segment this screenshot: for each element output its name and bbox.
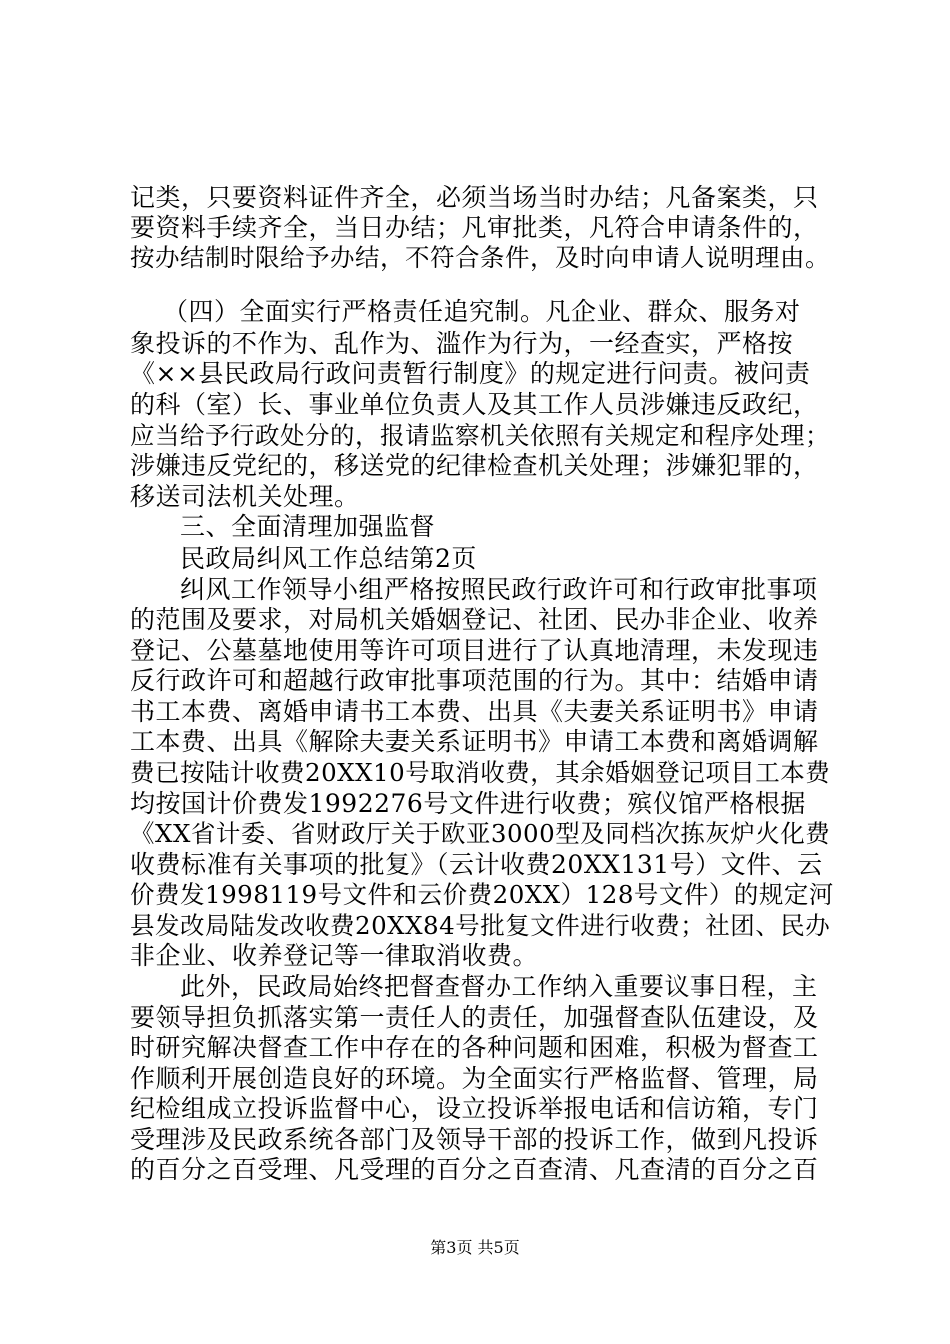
page-title-line: 民政局纠风工作总结第2页 — [180, 544, 477, 573]
text-line: 费已按陆计收费20XX10号取消收费，其余婚姻登记项目工本费 — [130, 758, 831, 787]
text-line: 作顺利开展创造良好的环境。为全面实行严格监督、管理，局 — [130, 1064, 819, 1093]
text-line: 登记、公墓墓地使用等许可项目进行了认真地清理，未发现违 — [130, 636, 819, 665]
text-line: 应当给予行政处分的，报请监察机关依照有关规定和程序处理； — [130, 421, 830, 450]
text-line: 反行政许可和超越行政审批事项范围的行为。其中：结婚申请 — [130, 666, 819, 695]
text-line: 涉嫌违反党纪的，移送党的纪律检查机关处理；涉嫌犯罪的， — [130, 451, 819, 480]
text-line: 非企业、收养登记等一律取消收费。 — [130, 941, 539, 970]
page-footer: 第3页 共5页 — [430, 1238, 520, 1257]
text-line: 《XX省计委、省财政厅关于欧亚3000型及同档次拣灰炉火化费 — [130, 819, 831, 848]
text-line: 纠风工作领导小组严格按照民政行政许可和行政审批事项 — [180, 575, 818, 604]
text-line: 价费发1998119号文件和云价费20XX）128号文件）的规定河 — [130, 880, 834, 909]
text-line: 移送司法机关处理。 — [130, 482, 360, 511]
text-line: 此外，民政局始终把督查督办工作纳入重要议事日程，主 — [180, 972, 818, 1001]
text-line: 时研究解决督查工作中存在的各种问题和困难，积极为督查工 — [130, 1033, 819, 1062]
section-heading: 三、全面清理加强监督 — [180, 512, 436, 541]
text-line: 的科（室）长、事业单位负责人及其工作人员涉嫌违反政纪， — [130, 390, 819, 419]
text-line: 象投诉的不作为、乱作为、滥作为行为，一经查实，严格按 — [130, 329, 794, 358]
text-line: 《××县民政局行政问责暂行制度》的规定进行问责。被问责 — [130, 359, 811, 388]
text-line: 纪检组成立投诉监督中心，设立投诉举报电话和信访箱，专门 — [130, 1094, 819, 1123]
text-line: 书工本费、离婚申请书工本费、出具《夫妻关系证明书》申请 — [130, 697, 819, 726]
text-line: 受理涉及民政系统各部门及领导干部的投诉工作，做到凡投诉 — [130, 1125, 819, 1154]
text-line: 的百分之百受理、凡受理的百分之百查清、凡查清的百分之百 — [130, 1155, 819, 1184]
text-line: 记类，只要资料证件齐全，必须当场当时办结；凡备案类，只 — [130, 183, 819, 212]
text-line: （四）全面实行严格责任追究制。凡企业、群众、服务对 — [150, 297, 801, 326]
text-line: 县发改局陆发改收费20XX84号批复文件进行收费；社团、民办 — [130, 911, 831, 940]
text-line: 收费标准有关事项的批复》（云计收费20XX131号）文件、云 — [130, 850, 823, 879]
text-line: 要资料手续齐全，当日办结；凡审批类，凡符合申请条件的， — [130, 213, 819, 242]
text-line: 均按国计价费发1992276号文件进行收费；殡仪馆严格根据 — [130, 789, 806, 818]
text-line: 的范围及要求，对局机关婚姻登记、社团、民办非企业、收养 — [130, 605, 819, 634]
text-line: 按办结制时限给予办结，不符合条件，及时向申请人说明理由。 — [130, 243, 830, 272]
text-line: 工本费、出具《解除夫妻关系证明书》申请工本费和离婚调解 — [130, 727, 819, 756]
text-line: 要领导担负抓落实第一责任人的责任，加强督查队伍建设，及 — [130, 1003, 819, 1032]
